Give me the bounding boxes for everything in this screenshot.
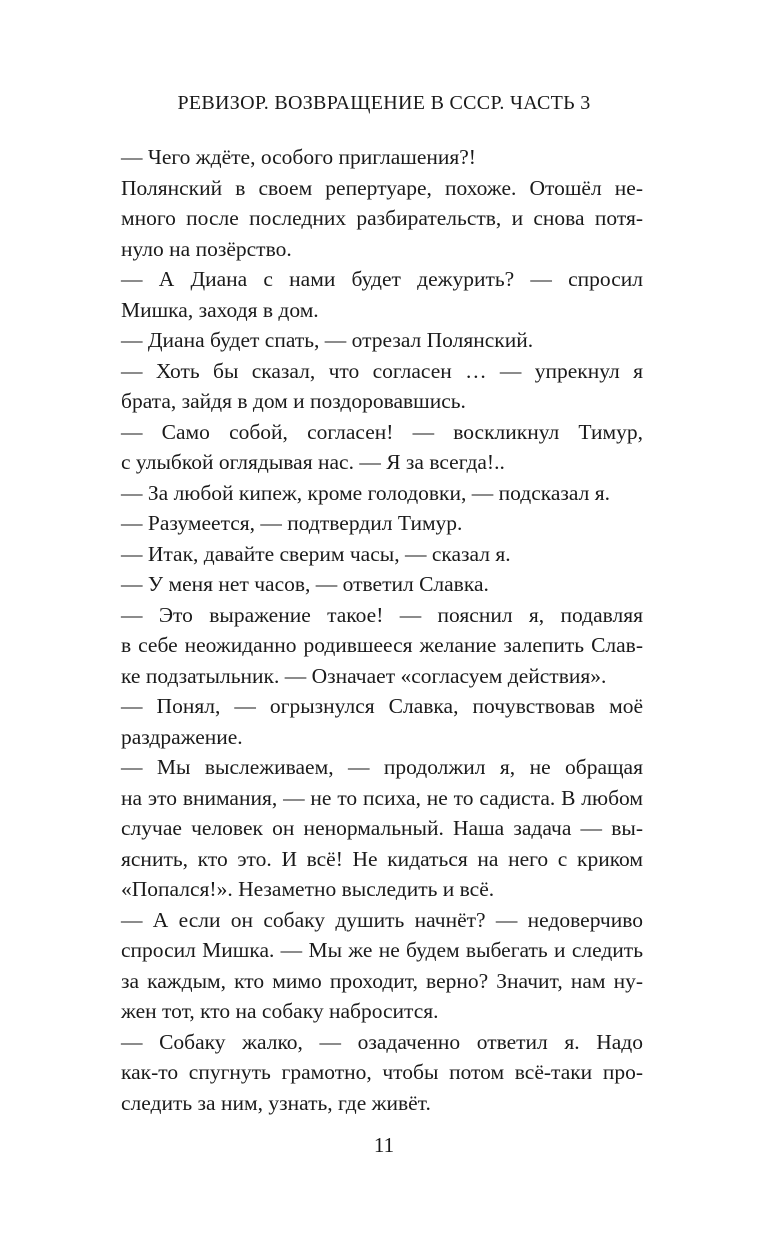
paragraph: [121, 356, 643, 417]
text-line: — Само собой, согласен! — воскликнул Тимур,: [121, 419, 643, 444]
paragraph: [121, 752, 643, 905]
paragraph: [121, 142, 643, 173]
text-line: — Разумеется, — подтвердил Тимур.: [121, 511, 463, 535]
text-line: много после последних разбирательств, и снова потя-: [121, 206, 643, 230]
text-line: — Диана будет спать, — отрезал Полянский.: [121, 328, 534, 352]
text-line: — Мы выслеживаем, — продолжил я, не обращая: [121, 755, 643, 779]
running-header: РЕВИЗОР. ВОЗВРАЩЕНИЕ В СССР. ЧАСТЬ 3: [177, 92, 591, 114]
paragraph: [121, 691, 643, 752]
text-line: раздражение.: [121, 724, 243, 749]
paragraph: [121, 325, 643, 356]
text-line: следить за ним, узнать, где живёт.: [121, 1090, 431, 1115]
text-line: на это внимания, — не то психа, не то садиста. В любом: [121, 785, 643, 810]
text-line: спросил Мишка. — Мы же не будем выбегать и следить: [121, 938, 643, 962]
text-line: за каждым, кто мимо проходит, верно? Значит, нам ну-: [121, 968, 643, 993]
text-line: — У меня нет часов, — ответил Славка.: [121, 572, 489, 596]
paragraph: [121, 569, 643, 600]
text-line: — Собаку жалко, — озадаченно ответил я. Надо: [121, 1029, 643, 1054]
text-line: — А Диана с нами будет дежурить? — спросил: [121, 267, 643, 291]
text-line: — Чего ждёте, особого приглашения?!: [121, 145, 476, 169]
text-line: «Попался!». Незаметно выследить и всё.: [121, 877, 495, 901]
text-line: Полянский в своем репертуаре, похоже. Отошёл не-: [121, 175, 643, 200]
text-line: брата, зайдя в дом и поздоровавшись.: [121, 389, 466, 413]
text-line: — За любой кипеж, кроме голодовки, — подсказал я.: [121, 480, 610, 505]
paragraph: [121, 539, 643, 570]
paragraph: [121, 1027, 643, 1119]
text-line: нуло на позёрство.: [121, 236, 292, 261]
text-line: яснить, кто это. И всё! Не кидаться на него с криком: [121, 846, 643, 871]
paragraph: [121, 173, 643, 265]
text-line: — Понял, — огрызнулся Славка, почувствовав моё: [121, 694, 643, 718]
paragraph: [121, 905, 643, 1027]
text-line: Мишка, заходя в дом.: [121, 297, 319, 322]
paragraph: [121, 600, 643, 692]
text-line: случае человек он ненормальный. Наша задача — вы-: [121, 816, 643, 840]
text-line: — А если он собаку душить начнёт? — недоверчиво: [121, 907, 643, 932]
text-line: — Это выражение такое! — пояснил я, подавляя: [121, 602, 643, 627]
text-line: жен тот, кто на собаку набросится.: [121, 999, 439, 1023]
page-number: 11: [373, 1133, 395, 1157]
paragraph: [121, 417, 643, 478]
text-line: — Итак, давайте сверим часы, — сказал я.: [121, 541, 511, 566]
text-line: — Хоть бы сказал, что согласен … — упрекнул я: [121, 358, 643, 383]
paragraph: [121, 264, 643, 325]
body-text: [121, 142, 643, 1118]
paragraph: [121, 478, 643, 509]
text-line: ке подзатыльник. — Означает «согласуем действия».: [121, 663, 607, 688]
text-line: как-то спугнуть грамотно, чтобы потом всё-таки про-: [121, 1060, 643, 1084]
text-line: с улыбкой оглядывая нас. — Я за всегда!..: [121, 450, 505, 474]
paragraph: [121, 508, 643, 539]
text-line: в себе неожиданно родившееся желание залепить Слав-: [121, 633, 643, 657]
